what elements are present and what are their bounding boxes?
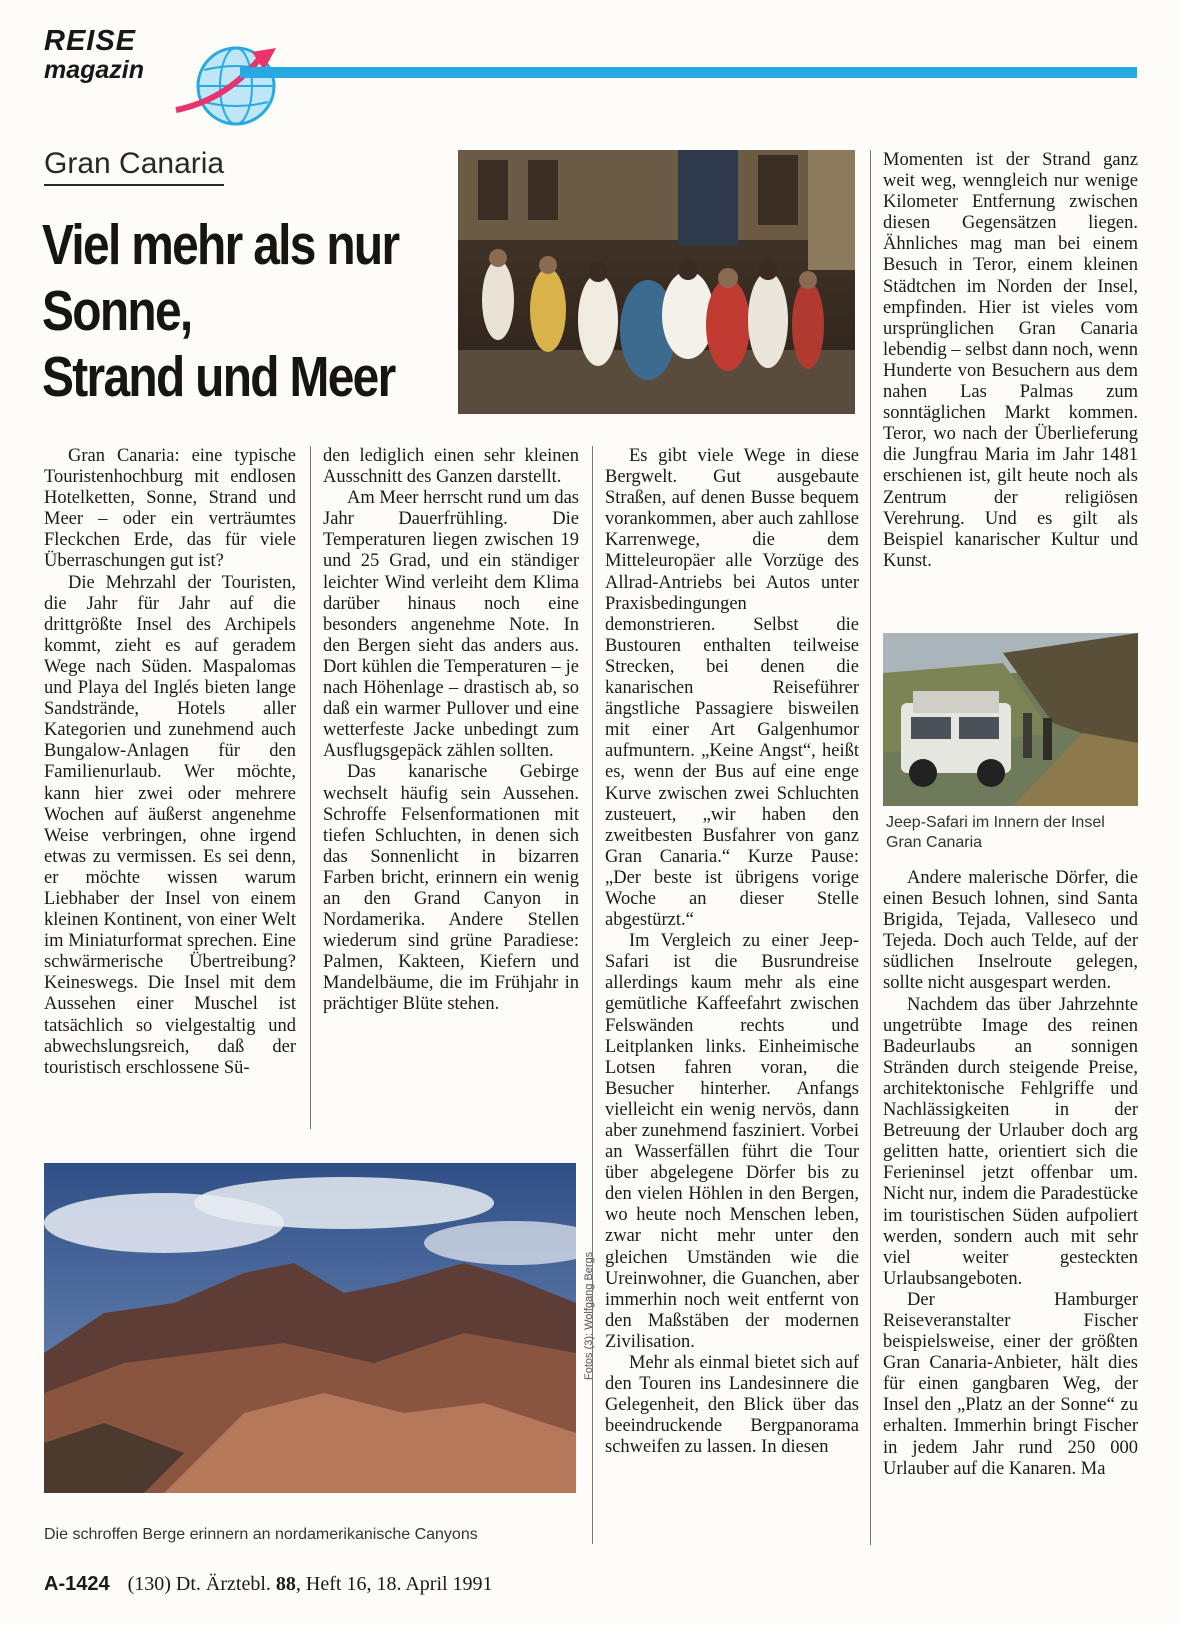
article-kicker: Gran Canaria: [44, 146, 224, 186]
paragraph: Andere malerische Dörfer, die einen Besuch lohnen, sind Santa Brigida, Tejada, Valleseco und Tejeda. Doch auch Telde, auf der südlichen Inselroute gelegen, sollte nicht ausgespart werden.: [883, 868, 1138, 994]
paragraph: Am Meer herrscht rund um das Jahr Dauerfrühling. Die Temperaturen liegen zwischen 19 und 25 Grad, und ein ständiger leichter Wind verleiht dem Klima darüber hinaus noch eine besonders angenehme Note. In den Bergen sieht das anders aus. Dort kühlen die Temperaturen – je nach Höhenlage – drastisch ab, so daß ein warmer Pullover und eine wetterfeste Jacke unbedingt zum Ausflugsgepäck zählen sollten.: [323, 488, 579, 762]
canyon-photo-caption: Die schroffen Berge erinnern an nordamerikanische Canyons: [44, 1526, 478, 1543]
jeep-photo-caption: Jeep-Safari im Innern der Insel Gran Canaria: [886, 814, 1105, 851]
article-column-2: [323, 446, 579, 1016]
paragraph: den lediglich einen sehr kleinen Ausschnitt des Ganzen darstellt.: [323, 446, 579, 488]
jeep-safari-photo: [883, 633, 1138, 806]
column-rule: [310, 446, 311, 1129]
canyon-landscape-photo: [44, 1163, 576, 1493]
folk-dance-photo: [458, 150, 855, 414]
paragraph: Der Hamburger Reiseveranstalter Fischer beispielsweise, einer der größten Gran Canaria-Anbieter, hält dies für einen gangbaren Weg, der Insel den „Platz an der Sonne“ zu erhalten. Immerhin bringt Fischer in jedem Jahr rund 250 000 Urlauber auf die Kanaren. Ma: [883, 1289, 1138, 1479]
headline-line-3: Strand und Meer: [42, 345, 395, 409]
page-footer: [44, 1573, 493, 1596]
headline-line-1: Viel mehr als nur: [42, 213, 399, 277]
logo-reise-text: REISE: [44, 25, 137, 57]
citation-suffix: , Heft 16, 18. April 1991: [295, 1573, 493, 1595]
paragraph: Das kanarische Gebirge wechselt häufig sein Aussehen. Schroffe Felsenformationen mit tiefen Schluchten, in denen sich das Sonnenlicht in bizarren Farben bricht, erinnern ein wenig an den Grand Canyon in Nordamerika. Andere Stellen wiederum sind grüne Paradiese: Palmen, Kakteen, Kiefern und Mandelbäume, die im Frühjahr in prächtiger Blüte stehen.: [323, 762, 579, 1015]
column-rule: [870, 150, 871, 1545]
article-headline: [42, 212, 399, 410]
article-column-3: [605, 446, 859, 1459]
paragraph: Momenten ist der Strand ganz weit weg, wenngleich nur wenige Kilometer Entfernung zwischen diesen Gegensätzen liegen. Ähnliches mag man bei einem Besuch in Teror, einem kleinen Städtchen im Norden der Insel, empfinden. Hier ist vieles vom ursprünglichen Gran Canaria lebendig – selbst dann noch, wenn Hunderte von Besuchern aus dem nahen Las Palmas zum sonntäglichen Markt kommen. Teror, wo nach der Überlieferung die Jungfrau Maria im Jahr 1481 erschienen ist, gilt heute noch als Zentrum der religiösen Verehrung. Und es gilt als Beispiel kanarischer Kultur und Kunst.: [883, 150, 1138, 571]
reise-magazin-logo: [44, 26, 264, 104]
paragraph: Gran Canaria: eine typische Touristenhochburg mit endlosen Hotelketten, Sonne, Strand und Meer – oder ein verträumtes Fleckchen Erde, das für viele Überraschungen gut ist?: [44, 446, 296, 572]
article-column-4-bottom: [883, 868, 1138, 1480]
paragraph: Es gibt viele Wege in diese Bergwelt. Gut ausgebaute Straßen, auf denen Busse bequem vorankommen, aber auch zahllose Karrenwege, die dem Mitteleuropäer alle Vorzüge des Allrad-Antriebs bei Autos unter Praxisbedingungen demonstrieren. Selbst die Bustouren enthalten teilweise Strecken, bei denen die kanarischen Reiseführer ängstliche Passagiere bisweilen mit einer Art Galgenhumor aufmuntern. „Keine Angst“, heißt es, wenn der Bus auf eine enge Kurve zwischen zwei Schluchten zusteuert, „wir haben den zweitbesten Busfahrer von ganz Gran Canaria.“ Kurze Pause: „Der beste ist übrigens vorige Woche an dieser Stelle abgestürzt.“: [605, 446, 859, 931]
header-accent-bar: [240, 67, 1137, 78]
page-code: A-1424: [44, 1573, 110, 1595]
volume-number: 88: [275, 1573, 296, 1595]
paragraph: Mehr als einmal bietet sich auf den Touren ins Landesinnere die Gelegenheit, den Blick über das beeindruckende Bergpanorama schweifen zu lassen. In diesen: [605, 1353, 859, 1458]
article-column-1: [44, 446, 296, 1079]
photo-credit: Fotos (3): Wolfgang Bergs: [583, 1251, 595, 1380]
logo-magazin-text: magazin: [44, 56, 145, 84]
paragraph: Im Vergleich zu einer Jeep-Safari ist die Busrundreise allerdings kaum mehr als eine gemütliche Kaffeefahrt zwischen Felswänden rechts und Leitplanken links. Einheimische Lotsen fahren voran, die Besucher hinterher. Anfangs vielleicht ein wenig nervös, dann aber zunehmend fasziniert. Vorbei an Wasserfällen führt die Tour über abgelegene Dörfer bis zu den vielen Höhlen in den Bergen, wo heute noch Menschen leben, zwar nicht mehr unter den gleichen Umständen wie die Ureinwohner, die Guanchen, aber immerhin noch weit entfernt von den Maßstäben der modernen Zivilisation.: [605, 931, 859, 1352]
article-column-4-top: [883, 150, 1138, 572]
citation-prefix: (130) Dt. Ärztebl.: [127, 1573, 276, 1595]
headline-line-2: Sonne,: [42, 279, 192, 343]
paragraph: Die Mehrzahl der Touristen, die Jahr für Jahr auf die drittgrößte Insel des Archipels kommt, zieht es auf geradem Wege nach Süden. Maspalomas und Playa del Inglés bieten lange Sandstrände, Hotels aller Kategorien und zunehmend auch Bungalow-Anlagen für den Familienurlaub. Wer möchte, kann hier zwei oder mehrere Wochen auf äußerst angenehme Weise verbringen, ohne irgend etwas zu vermissen. Es sei denn, er möchte wissen warum Liebhaber der Insel von einem kleinen Kontinent, von einer Welt im Miniaturformat sprechen. Eine schwärmerische Übertreibung? Keineswegs. Die Insel mit dem Aussehen einer Muschel ist tatsächlich so vielgestaltig und abwechslungsreich, daß der touristisch erschlossene Sü-: [44, 572, 296, 1078]
globe-arrow-icon: [156, 40, 306, 130]
paragraph: Nachdem das über Jahrzehnte ungetrübte Image des reinen Badeurlaubs an sonnigen Stränden durch steigende Preise, architektonische Fehlgriffe und Nachlässigkeiten in der Betreuung der Urlauber doch arg gelitten hatte, orientiert sich die Ferieninsel jetzt offenbar um. Nicht nur, indem die Paradestücke im touristischen Süden aufpoliert werden, sondern auch mit sehr viel weiter gesteckten Urlaubsangeboten.: [883, 994, 1138, 1289]
